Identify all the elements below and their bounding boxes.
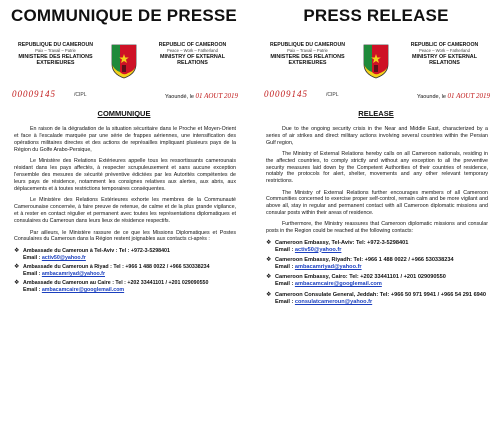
document-title: RELEASE [358, 109, 394, 118]
reference-number: 00009145 [12, 89, 56, 99]
diamond-bullet-icon: ❖ [14, 279, 20, 286]
letterhead [256, 42, 496, 86]
country-name-fr: REPUBLIQUE DU CAMEROUN [270, 42, 345, 48]
contact-phone: Cameroon Embassy, Cairo: Tel: +202 33441101 / +201 029090550 [275, 274, 446, 281]
contact-phone: Ambassade du Cameroun à Tel-Aviv : Tel : +972-3-5298401 [23, 247, 170, 254]
paragraph: The Ministry of External Relations hereby calls on all Cameroon nationals, residing in the affected countries, to comply strictly and without any exception to all the preventive security measures laid down by the Competent Authorities of their countries of residence, notably the protocols for alert, shelter, movements and any other relevant temporary restrictions. [266, 150, 488, 185]
contact-phone: Cameroon Consulate General, Jeddah: Tel: +966 50 971 9941 / +966 54 291 6940 [275, 291, 487, 298]
cameroon-coat-of-arms-icon [361, 42, 391, 80]
document-body [14, 126, 236, 296]
date-stamp: 01 AOUT 2019 [195, 92, 238, 100]
english-release-column [252, 0, 500, 430]
ministry-name-fr: MINISTERE DES RELATIONS EXTERIEURES [18, 54, 93, 67]
ministry-name-fr: MINISTERE DES RELATIONS EXTERIEURES [270, 54, 345, 67]
diamond-bullet-icon: ❖ [266, 274, 272, 281]
contact-item [266, 292, 488, 306]
reference-mark: /CIPL [326, 92, 339, 98]
dateline [165, 92, 238, 100]
ministry-name-en: MINISTRY OF EXTERNAL RELATIONS [160, 54, 225, 67]
english-banner-title: PRESS RELEASE [303, 6, 449, 25]
email-link[interactable]: ambacamcaire@googlemail.com [41, 286, 125, 293]
letterhead [4, 42, 244, 86]
contact-list [14, 248, 236, 293]
document-title: COMMUNIQUE [97, 109, 151, 118]
contact-phone: Ambassade du Cameroun au Caire : Tel : +202 33441101 / +201 029090550 [23, 279, 209, 286]
contact-item [266, 257, 488, 271]
motto-fr: Paix – Travail – Patrie [287, 48, 328, 53]
email-link[interactable]: ambacamcaire@googlemail.com [294, 281, 382, 288]
paragraph: Due to the ongoing security crisis in the Near and Middle East, characterized by a series of air strikes and direct military actions involving several countries within the Persian Gulf region, [266, 126, 488, 146]
contact-phone: Cameroon Embassy, Riyadh: Tel: +966 1 488 0022 / +966 530338234 [275, 256, 454, 263]
email-link[interactable]: consulatcameroun@yahoo.fr [294, 298, 373, 305]
motto-en: Peace – Work – Fatherland [419, 48, 470, 53]
reference-number: 00009145 [264, 89, 308, 99]
diamond-bullet-icon: ❖ [266, 256, 272, 263]
letterhead-english-block [397, 42, 492, 67]
french-document-page [4, 34, 244, 430]
date-stamp: 01 AOUT 2019 [447, 92, 490, 100]
letterhead-french-block [260, 42, 355, 67]
email-link[interactable]: activ50@yahoo.fr [294, 246, 342, 253]
paragraph: En raison de la dégradation de la situation sécuritaire dans le Proche et Moyen-Orient et face à l'escalade marquée par une série de frappes aériennes, une intensification des opérations militaires directes et des actions de représailles impliquant plusieurs pays de la Région du Golfe Arabo-Persique, [14, 126, 236, 153]
email-label: Email : [23, 254, 42, 261]
paragraph: The Ministry of External Relations further encourages members of all Cameroon Communities concerned to exercise proper self-control, remain calm and be more vigilant and above all, stay in regular and permanent contact with all Cameroon diplomatic missions and consular posts within their areas of residence. [266, 189, 488, 216]
email-label: Email : [275, 298, 295, 305]
letterhead-english-block [145, 42, 240, 67]
cameroon-coat-of-arms-icon [109, 42, 139, 80]
dateline [417, 92, 490, 100]
paragraph: Le Ministère des Relations Extérieures appelle tous les ressortissants camerounais résidant dans les pays affectés, à respecter scrupuleusement et sans aucune exception l'ensemble des mesures de sécurité préventive édictées par les Autorités compétentes de leurs pays de résidence, notamment les consignes relatives aux alertes, aux abris, aux déplacements et à toutes restrictions temporaires conséquentes. [14, 158, 236, 192]
motto-fr: Paix – Travail – Patrie [35, 48, 76, 53]
diamond-bullet-icon: ❖ [14, 263, 20, 270]
paragraph: Par ailleurs, le Ministère rassure de ce que les Missions Diplomatiques et Postes Consulaires du Cameroun dans la Région restent joignables aux contacts ci-après : [14, 229, 236, 243]
paragraph: Le Ministère des Relations Extérieures exhorte les membres de la Communauté Camerounaise concernée, à faire preuve de retenue, de calme et de la plus grande vigilance, et à rester en contact régulier et permanent avec toutes les représentations diplomatiques et consulaires du Cameroun dans leurs lieux de résidence respectifs. [14, 197, 236, 225]
country-name-fr: REPUBLIQUE DU CAMEROUN [18, 42, 93, 48]
date-prefix: Yaoundé, le [164, 94, 194, 100]
letterhead-french-block [8, 42, 103, 67]
diamond-bullet-icon: ❖ [14, 247, 20, 254]
country-name-en: REPUBLIC OF CAMEROON [410, 42, 479, 48]
english-document-page [256, 34, 496, 430]
email-link[interactable]: ambacamriyad@yahoo.fr [41, 270, 106, 277]
contact-item [14, 280, 236, 293]
date-prefix: Yaounde, le [416, 94, 446, 100]
email-label: Email : [275, 246, 295, 253]
french-communique-column [0, 0, 248, 430]
diamond-bullet-icon: ❖ [266, 239, 272, 246]
motto-en: Peace – Work – Fatherland [167, 48, 218, 53]
contact-phone: Ambassade du Cameroun à Riyad : Tel : +966 1 488 0022 / +966 530338234 [23, 263, 210, 270]
contact-item [14, 248, 236, 261]
diamond-bullet-icon: ❖ [266, 291, 272, 298]
email-label: Email : [275, 281, 295, 288]
email-link[interactable]: ambacamriyad@yahoo.fr [294, 263, 362, 270]
french-banner-title: COMMUNIQUE DE PRESSE [11, 6, 237, 25]
reference-mark: /CIPL [74, 92, 87, 98]
contact-item [266, 274, 488, 288]
contact-item [266, 240, 488, 254]
paragraph: Furthermore, the Ministry reassures that Cameroon diplomatic missions and consular posts in the Region could be reached at the following contacts: [266, 221, 488, 235]
ministry-name-en: MINISTRY OF EXTERNAL RELATIONS [412, 54, 477, 67]
email-label: Email : [23, 286, 42, 293]
contact-item [14, 264, 236, 277]
email-label: Email : [275, 263, 295, 270]
document-body [266, 126, 488, 309]
email-link[interactable]: activ50@yahoo.fr [41, 254, 86, 261]
email-label: Email : [23, 270, 42, 277]
contact-list [266, 240, 488, 306]
contact-phone: Cameroon Embassy, Tel-Aviv: Tel: +972-3-5298401 [275, 239, 409, 246]
country-name-en: REPUBLIC OF CAMEROON [158, 42, 227, 48]
